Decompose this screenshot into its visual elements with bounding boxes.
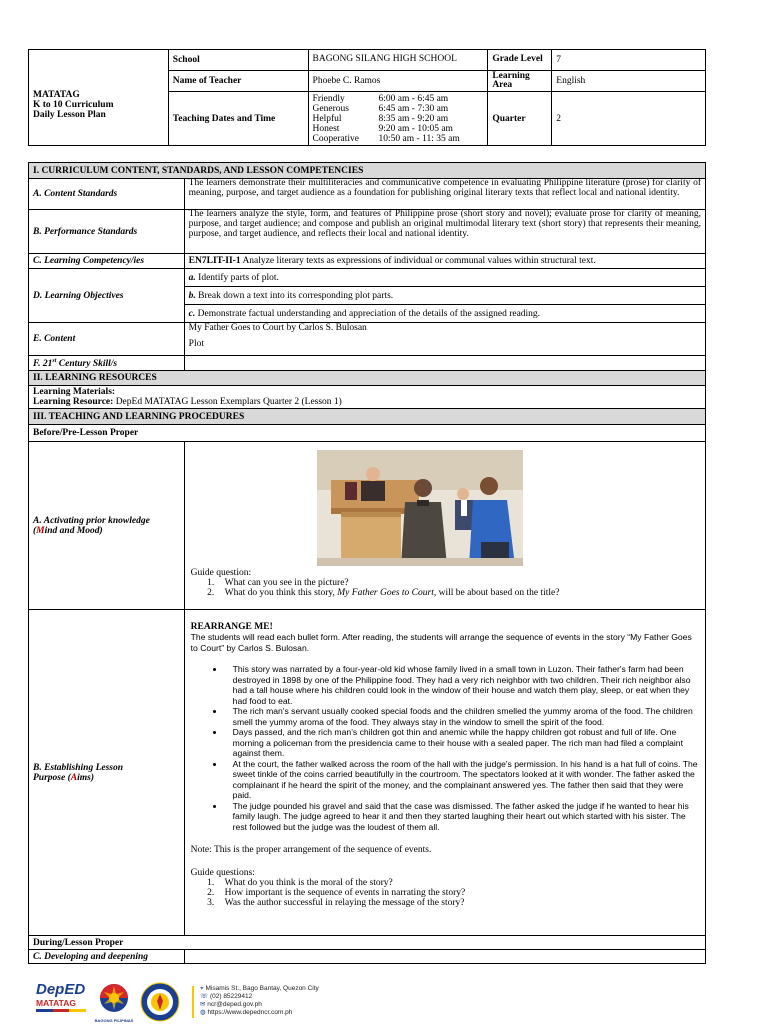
competency-text: Analyze literary texts as expressions of individual or communal values within structural text. <box>240 256 596 266</box>
schedule-cell <box>308 92 488 146</box>
guide-questions-label: Guide questions: <box>190 868 255 878</box>
location-icon: ⌖ <box>200 985 204 992</box>
header-table <box>28 49 706 146</box>
activity-instructions: The students will read each bullet form. After reading, the students will arrange the sequence of events in the story “My Father Goes to Court” by Carlos S. Bulosan. <box>190 632 692 653</box>
event-item: • This story was narrated by a four-year-old kid whose family lived in a small town in Luzon. Their father's farm had been destroyed in 1898 by one of the Philippine food. They had a very rich neighbor with two children. Their rich neighbor also had a tall house where his children could look in the window of their house and watch them play, sleep, or eat when they had food to eat. <box>225 664 701 706</box>
bagong-pilipinas-logo: BAGONG PILIPINAS <box>94 983 134 1019</box>
guide-question-item: 2. How important is the sequence of events in narrating the story? <box>217 888 701 898</box>
plan-title-line1: MATATAG <box>33 89 80 100</box>
footer-divider <box>192 986 194 1018</box>
schedule-row <box>313 134 484 144</box>
deped-seal-logo <box>140 982 182 1024</box>
schedule-row <box>313 104 484 114</box>
note-text: Note: This is the proper arrangement of the sequence of events. <box>190 845 432 855</box>
guide-question-item: 1. What do you think is the moral of the story? <box>217 878 701 888</box>
schedule-section: Honest <box>312 123 340 134</box>
content-cell <box>184 323 705 356</box>
guide-question-item: 1. What can you see in the picture? <box>217 578 701 588</box>
footer-phone: ☏ (02) 85229412 <box>200 993 253 1000</box>
content-topic: Plot <box>188 339 204 349</box>
schedule-list <box>313 94 484 144</box>
objective-a: a. Identify parts of plot. <box>184 269 705 287</box>
school-label: School <box>168 50 308 71</box>
area-label: Learning Area <box>488 71 552 92</box>
section1-title: I. CURRICULUM CONTENT, STANDARDS, AND LESSON COMPETENCIES <box>29 163 706 179</box>
schedule-time: 9:20 am - 10:05 am <box>378 123 453 134</box>
phone-icon: ☏ <box>200 993 209 1000</box>
guide-question-item: 2. What do you think this story, My Father Goes to Court, will be about based on the title? <box>217 588 701 598</box>
materials-label: Learning Materials: <box>33 387 116 397</box>
guide-question-label: Guide question: <box>190 568 252 578</box>
schedule-row <box>313 124 484 134</box>
competency-cell <box>184 254 705 269</box>
grade-label: Grade Level <box>488 50 552 71</box>
footer-contact <box>200 985 400 1017</box>
dates-label: Teaching Dates and Time <box>168 92 308 146</box>
developing-cell <box>184 950 705 964</box>
footer-website[interactable]: ◍ https://www.depedncr.com.ph <box>200 1009 293 1016</box>
bagong-pilipinas-icon <box>94 983 134 1013</box>
deped-seal-icon <box>140 982 180 1022</box>
content-standards-text: The learners demonstrate their multiliteracies and communicative competence in evaluating Philippine literature (prose) for clarity of meaning, purpose, and target audience as a foundation for publishing original literary texts that reflect local and national identity. <box>184 179 705 210</box>
event-item: • The judge pounded his gravel and said that the case was dismissed. The father asked the judge if he wanted to hear his family laugh. The judge agreed to hear it and then they started laughing their heart out which started with his sister. The rest followed but the judge was the loudest of them all. <box>225 801 701 833</box>
objective-c: c. Demonstrate factual understanding and appreciation of the details of the assigned reading. <box>184 305 705 323</box>
before-label: Before/Pre-Lesson Proper <box>29 425 706 442</box>
competency-label: C. Learning Competency/ies <box>29 254 185 269</box>
resource-line: Learning Resource: DepEd MATATAG Lesson Exemplars Quarter 2 (Lesson 1) <box>33 397 342 407</box>
grade-value: 7 <box>552 50 706 71</box>
quarter-label: Quarter <box>488 92 552 146</box>
activating-label: A. Activating prior knowledge (Mind and Mood) <box>29 442 185 610</box>
activity-title: REARRANGE ME! <box>190 622 273 632</box>
schedule-section: Helpful <box>312 113 342 124</box>
school-value: BAGONG SILANG HIGH SCHOOL <box>308 50 488 71</box>
schedule-time: 6:00 am - 6:45 am <box>378 93 449 104</box>
globe-icon: ◍ <box>200 1009 206 1016</box>
events-list <box>225 664 701 832</box>
teacher-value: Phoebe C. Ramos <box>308 71 488 92</box>
courtroom-image <box>317 450 523 566</box>
plan-title-line2: K to 10 Curriculum <box>33 99 114 110</box>
plan-title-cell <box>29 50 169 146</box>
schedule-time: 8:35 am - 9:20 am <box>378 113 449 124</box>
schedule-section: Friendly <box>312 93 345 104</box>
objective-b: b. Break down a text into its corresponding plot parts. <box>184 287 705 305</box>
schedule-section: Generous <box>312 103 349 114</box>
schedule-row <box>313 114 484 124</box>
resources-cell <box>29 386 706 409</box>
section2-title: II. LEARNING RESOURCES <box>29 371 706 386</box>
during-label: During/Lesson Proper <box>29 936 706 950</box>
schedule-time: 6:45 am - 7:30 am <box>378 103 449 114</box>
performance-standards-label: B. Performance Standards <box>29 210 185 254</box>
skills-value <box>184 356 705 371</box>
guide-questions-list <box>217 878 701 908</box>
event-item: • The rich man's servant usually cooked special foods and the children smelled the yummy aroma of the food. The children smell the yummy aroma of the food. They always stay in the window to smell the spirit of the food. <box>225 706 701 727</box>
footer-email: ✉ ncr@deped.gov.ph <box>200 1001 262 1008</box>
guide-question-item: 3. Was the author successful in relaying the message of the story? <box>217 898 701 908</box>
schedule-time: 10:50 am - 11: 35 am <box>378 133 460 144</box>
area-value: English <box>552 71 706 92</box>
quarter-value: 2 <box>552 92 706 146</box>
footer-address: ⌖ Misamis St., Bago Bantay, Quezon City <box>200 985 319 992</box>
content-label: E. Content <box>29 323 185 356</box>
event-item: • At the court, the father walked across the room of the hall with the judge's permission. In his hand is a hat full of coins. The sweet tinkle of the coins carried beautifully in the courtroom. The spectators looked at it with wonder. The father asked the complainant if he heard the spirit of the money, and the complainant answered yes. The father then said that they were paid. <box>225 759 701 801</box>
schedule-section: Cooperative <box>312 133 359 144</box>
establishing-label: B. Establishing Lesson Purpose (Aims) <box>29 610 185 936</box>
event-item: • Days passed, and the rich man’s children got thin and anemic while the happy children got robust and full of life. One morning a policeman from the presidencia came to their house with a sealed paper. The rich man had filed a complaint against them. <box>225 727 701 759</box>
deped-matatag-logo: DepED MATATAG <box>36 982 86 1018</box>
skills-label: F. 21st Century Skill/s <box>29 356 185 371</box>
courtroom-picture <box>317 450 523 566</box>
activating-cell <box>184 442 705 610</box>
developing-label: C. Developing and deepening <box>29 950 185 964</box>
teacher-label: Name of Teacher <box>168 71 308 92</box>
section3-title: III. TEACHING AND LEARNING PROCEDURES <box>29 409 706 425</box>
content-standards-label: A. Content Standards <box>29 179 185 210</box>
establishing-cell <box>184 610 705 936</box>
schedule-row <box>313 94 484 104</box>
main-table <box>28 162 706 964</box>
objectives-label: D. Learning Objectives <box>29 269 185 323</box>
email-icon: ✉ <box>200 1001 206 1008</box>
plan-title-line3: Daily Lesson Plan <box>33 109 106 120</box>
content-title: My Father Goes to Court by Carlos S. Bulosan <box>188 323 367 333</box>
performance-standards-text: The learners analyze the style, form, and features of Philippine prose (short story and novel); evaluate prose for clarity of meaning, purpose, and target audience; and compose and publish an original multimodal literary text (short story) that represents their meaning, purpose, and target audience, and reflects their local and national identity. <box>184 210 705 254</box>
guide-question-list <box>217 578 701 598</box>
competency-code: EN7LIT-II-1 <box>188 256 241 266</box>
